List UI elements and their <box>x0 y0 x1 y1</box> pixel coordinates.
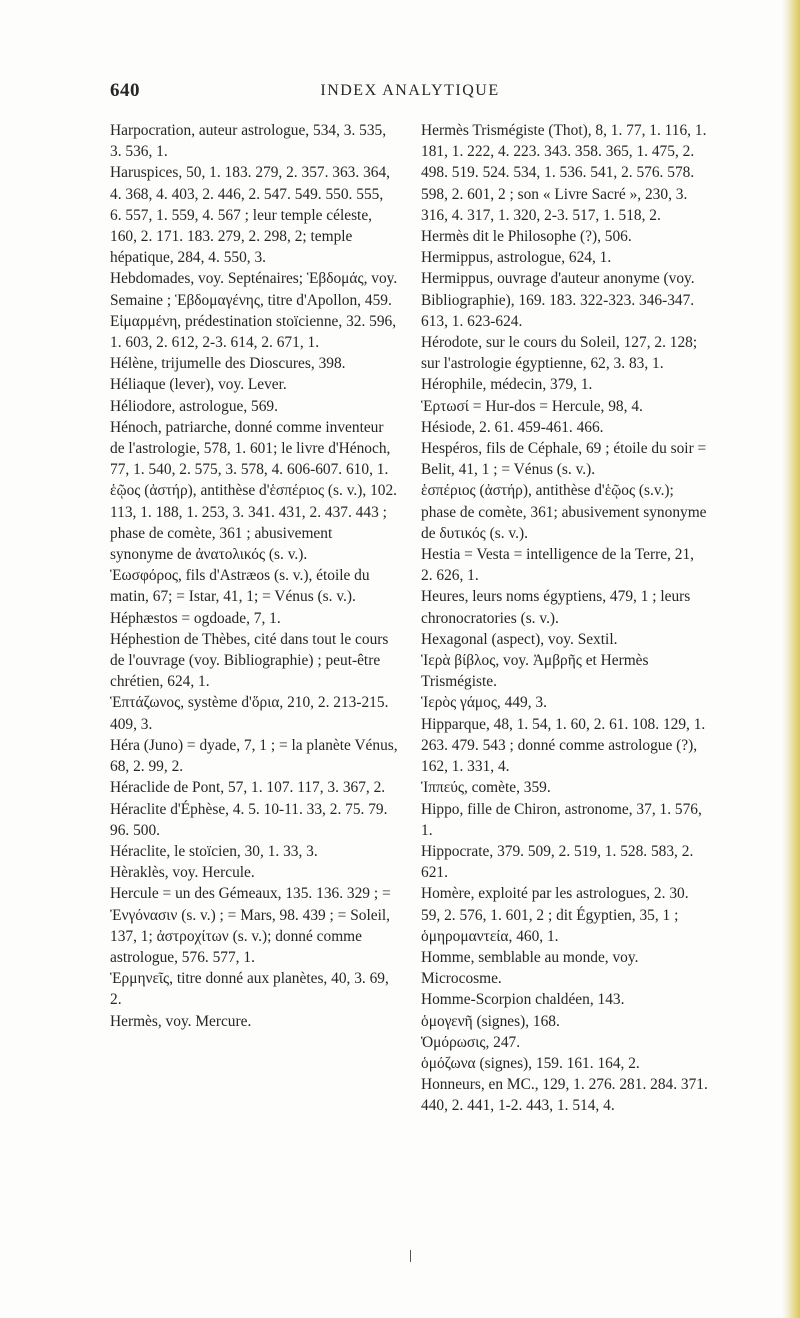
index-entry: Héra (Juno) = dyade, 7, 1 ; = la planète Vénus, 68, 2. 99, 2. <box>110 736 398 776</box>
index-entry: Hermès Trismégiste (Thot), 8, 1. 77, 1. 116, 1. 181, 1. 222, 4. 223. 343. 358. 365, 1. 475, 2. 498. 519. 524. 534, 1. 536. 541, 2. 576. 578. 598, 2. 601, 2 ; son « Livre Sacré », 230, 3. 316, 4. 317, 1. 320, 2-3. 517, 1. 518, 2. <box>421 122 707 224</box>
index-column-left <box>110 120 398 1032</box>
index-entry: Heures, leurs noms égyptiens, 479, 1 ; leurs chronocratories (s. v.). <box>421 588 691 627</box>
index-entry: Hipparque, 48, 1. 54, 1. 60, 2. 61. 108. 129, 1. 263. 479. 543 ; donné comme astrologue (?), 162, 1. 331, 4. <box>421 715 706 776</box>
index-entry: ὁμόζωνα (signes), 159. 161. 164, 2. <box>421 1054 640 1072</box>
index-column-right <box>421 120 709 1117</box>
page-number: 640 <box>110 80 140 101</box>
index-entry: Hexagonal (aspect), voy. Sextil. <box>421 630 618 648</box>
index-entry: Hercule = un des Gémeaux, 135. 136. 329 ; = Ἐνγόνασιν (s. v.) ; = Mars, 98. 439 ; = Soleil, 137, 1; ἀστροχίτων (s. v.); donné comme astrologue, 576. 577, 1. <box>110 885 391 966</box>
index-entry: Ἱερὸς γάμος, 449, 3. <box>421 694 547 712</box>
index-entry: Héphestion de Thèbes, cité dans tout le cours de l'ouvrage (voy. Bibliographie) ; peut-être chrétien, 624, 1. <box>110 630 389 691</box>
index-entry: Héliaque (lever), voy. Lever. <box>110 376 287 394</box>
index-entry: Hérodote, sur le cours du Soleil, 127, 2. 128; sur l'astrologie égyptienne, 62, 3. 83, 1. <box>421 334 698 373</box>
index-entry: Hésiode, 2. 61. 459-461. 466. <box>421 418 604 436</box>
index-entry: Εἱμαρμένη, prédestination stoïcienne, 32. 596, 1. 603, 2. 612, 2-3. 614, 2. 671, 1. <box>110 312 397 352</box>
index-entry: ἑῷος (ἀστήρ), antithèse d'ἑσπέριος (s. v.), 102. 113, 1. 188, 1. 253, 3. 341. 431, 2. 437. 443 ; phase de comète, 361 ; abusivement synonyme de ἀνατολικός (s. v.). <box>110 482 398 564</box>
index-entry: Homère, exploité par les astrologues, 2. 30. 59, 2. 576, 1. 601, 2 ; dit Égyptien, 35, 1 ; ὁμηρομαντεία, 460, 1. <box>421 885 689 945</box>
index-entry: Hespéros, fils de Céphale, 69 ; étoile du soir = Belit, 41, 1 ; = Vénus (s. v.). <box>421 440 707 479</box>
index-entry: Ἑπτάζωνος, système d'ὅρια, 210, 2. 213-215. 409, 3. <box>110 694 389 733</box>
index-entry: Ἑωσφόρος, fils d'Astræos (s. v.), étoile du matin, 67; = Istar, 41, 1; = Vénus (s. v.). <box>110 567 370 606</box>
index-entry: Homme, semblable au monde, voy. Microcosme. <box>421 948 639 988</box>
index-entry: Ἱππεύς, comète, 359. <box>421 779 551 797</box>
index-entry: Hippocrate, 379. 509, 2. 519, 1. 528. 583, 2. 621. <box>421 842 694 882</box>
index-entry: Ἑρτωσί = Hur-dos = Hercule, 98, 4. <box>421 397 643 415</box>
index-entry: Hélène, trijumelle des Dioscures, 398. <box>110 355 346 373</box>
column-divider <box>410 1250 411 1262</box>
index-entry: Ὁμόρωσις, 247. <box>421 1033 521 1051</box>
index-entry: Ἑρμηνεῖς, titre donné aux planètes, 40, 3. 69, 2. <box>110 970 389 1009</box>
index-entry: Hermippus, astrologue, 624, 1. <box>421 249 612 267</box>
index-entry: Harpocration, auteur astrologue, 534, 3. 535, 3. 536, 1. <box>110 122 387 161</box>
index-entry: Ἱερὰ βίβλος, voy. Ἀμβρῆς et Hermès Trismégiste. <box>421 652 649 691</box>
index-entry: Hèraklès, voy. Hercule. <box>110 864 255 882</box>
index-entry: Honneurs, en MC., 129, 1. 276. 281. 284. 371. 440, 2. 441, 1-2. 443, 1. 514, 4. <box>421 1076 708 1115</box>
index-entry: Hestia = Vesta = intelligence de la Terre, 21, 2. 626, 1. <box>421 546 694 585</box>
index-entry: Hermès dit le Philosophe (?), 506. <box>421 228 632 246</box>
index-entry: Héraclide de Pont, 57, 1. 107. 117, 3. 367, 2. <box>110 779 386 797</box>
index-entry: Héraclite d'Éphèse, 4. 5. 10-11. 33, 2. 75. 79. 96. 500. <box>110 800 388 839</box>
index-entry: Hermippus, ouvrage d'auteur anonyme (voy. Bibliographie), 169. 183. 322-323. 346-347. 613, 1. 623-624. <box>421 270 695 330</box>
index-entry: ἑσπέριος (ἀστήρ), antithèse d'ἑῷος (s.v.); phase de comète, 361; abusivement synonyme de δυτικός (s. v.). <box>421 482 707 542</box>
index-entry: Héraclite, le stoïcien, 30, 1. 33, 3. <box>110 842 318 860</box>
index-entry: ὁμογενῆ (signes), 168. <box>421 1012 560 1030</box>
running-title: INDEX ANALYTIQUE <box>320 82 500 99</box>
page-header <box>110 80 710 110</box>
index-entry: Hénoch, patriarche, donné comme inventeur de l'astrologie, 578, 1. 601; le livre d'Hénoch, 77, 1. 540, 2. 575, 3. 578, 4. 606-607. 610, 1. <box>110 418 391 479</box>
index-entry: Hérophile, médecin, 379, 1. <box>421 376 593 394</box>
scanned-page-edge <box>782 0 800 1318</box>
index-entry: Haruspices, 50, 1. 183. 279, 2. 357. 363. 364, 4. 368, 4. 403, 2. 446, 2. 547. 549. 550. 555, 6. 557, 1. 559, 4. 567 ; leur temple céleste, 160, 2. 171. 183. 279, 2. 298, 2; temple hépatique, 284, 4. 550, 3. <box>110 164 390 267</box>
index-entry: Hebdomades, voy. Septénaires; Ἑβδομάς, voy. Semaine ; Ἑβδομαγένης, titre d'Apollon, 459. <box>110 270 398 309</box>
index-entry: Hermès, voy. Mercure. <box>110 1012 252 1030</box>
index-entry: Homme-Scorpion chaldéen, 143. <box>421 991 625 1009</box>
index-entry: Héphæstos = ogdoade, 7, 1. <box>110 609 281 627</box>
index-entry: Hippo, fille de Chiron, astronome, 37, 1. 576, 1. <box>421 800 702 839</box>
index-entry: Héliodore, astrologue, 569. <box>110 397 278 415</box>
